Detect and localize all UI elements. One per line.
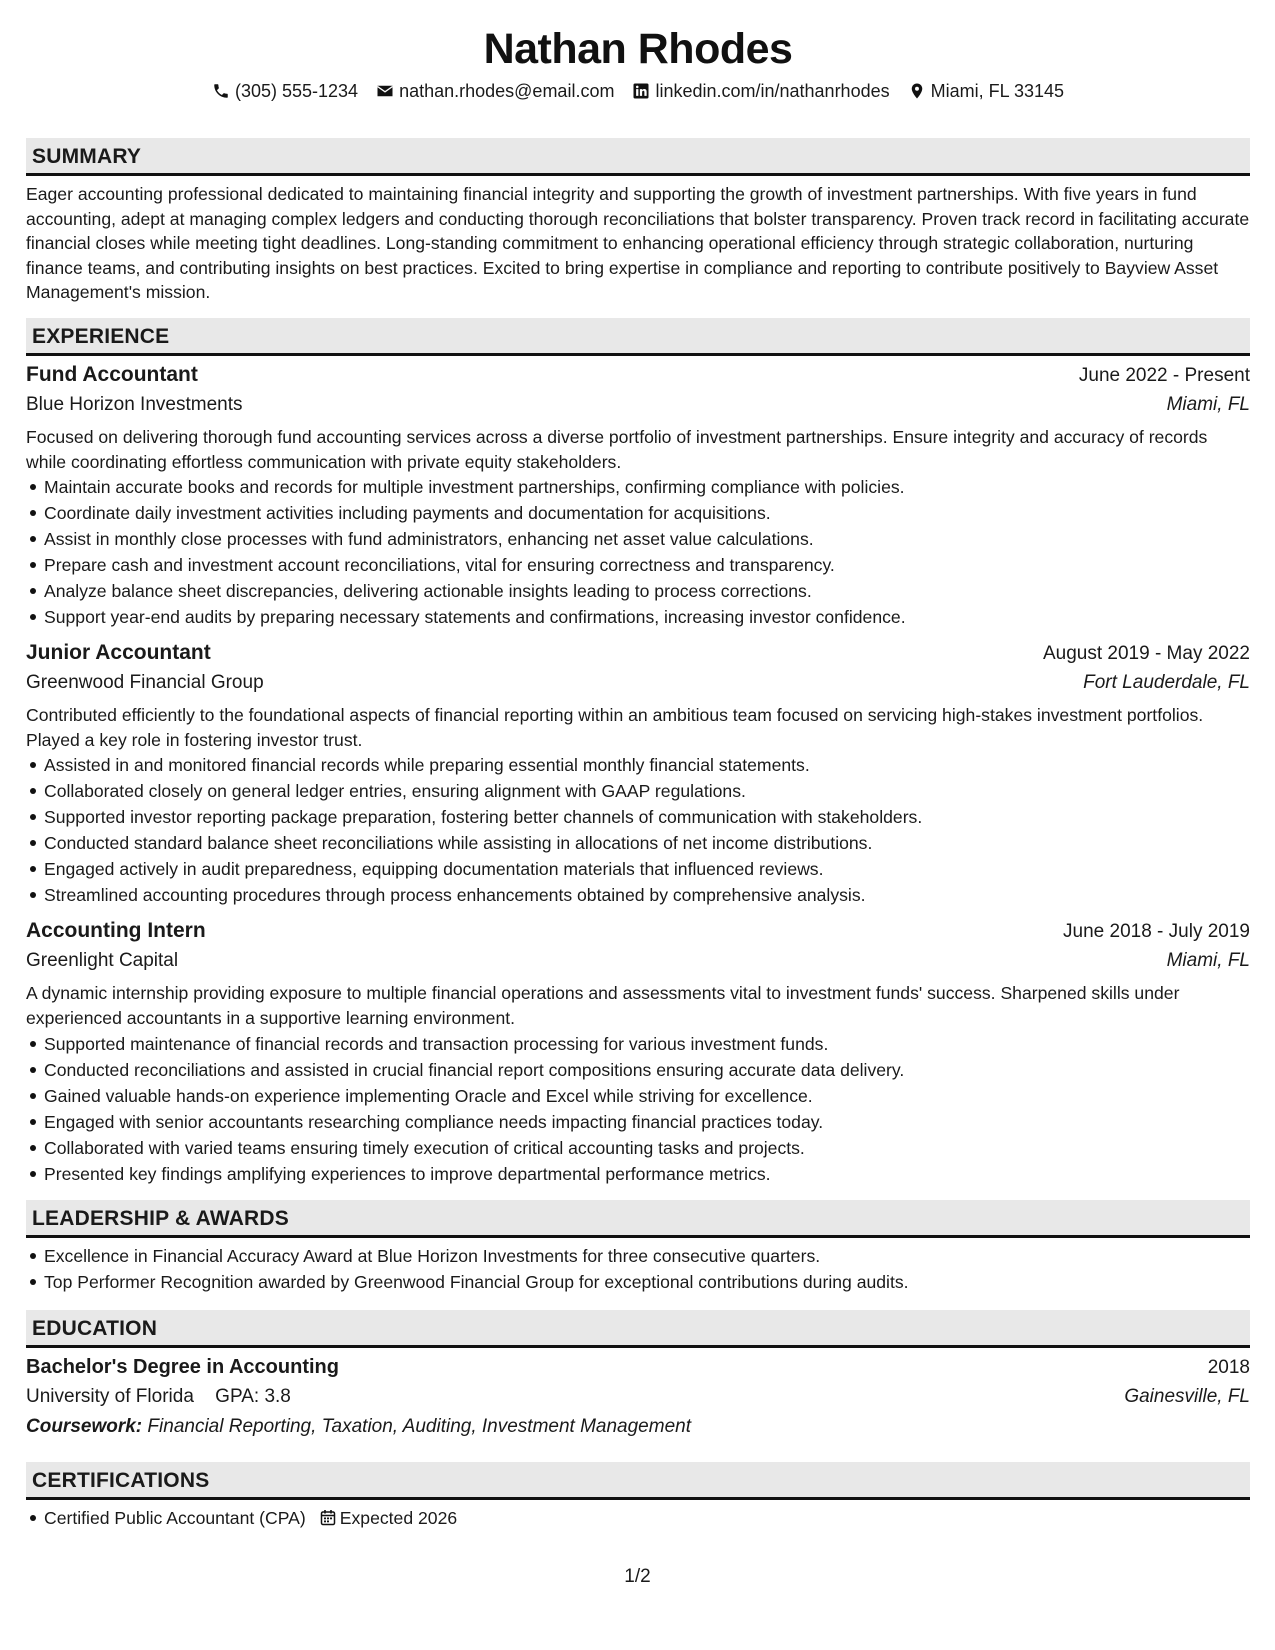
leadership-list	[26, 1243, 1250, 1295]
job-bullets	[26, 1031, 1250, 1187]
job-bullet: Supported maintenance of financial records and transaction processing for various investment funds.	[26, 1031, 1250, 1057]
contact-linkedin[interactable]	[632, 81, 889, 102]
coursework-label: Coursework:	[26, 1415, 143, 1437]
award-item: Top Performer Recognition awarded by Greenwood Financial Group for exceptional contributions during audits.	[26, 1269, 1250, 1295]
page-number: 1/2	[624, 1566, 651, 1587]
job-subheader	[26, 668, 1250, 698]
job-bullet: Engaged with senior accountants researching compliance needs impacting financial practices today.	[26, 1109, 1250, 1135]
job-title: Accounting Intern	[26, 919, 206, 943]
job-subheader	[26, 390, 1250, 420]
award-item: Excellence in Financial Accuracy Award at Blue Horizon Investments for three consecutive quarters.	[26, 1243, 1250, 1269]
coursework-text: Financial Reporting, Taxation, Auditing, Investment Management	[147, 1415, 691, 1437]
job-bullet: Assist in monthly close processes with fund administrators, enhancing net asset value calculations.	[26, 526, 1250, 552]
location-text: Miami, FL 33145	[930, 80, 1065, 101]
job-bullet: Support year-end audits by preparing necessary statements and confirmations, increasing investor confidence.	[26, 604, 1250, 630]
summary-text: Eager accounting professional dedicated to maintaining financial integrity and supporting the growth of investment partnerships. With five years in fund accounting, adept at managing complex ledgers and conducting thorough reconciliations that bolster transparency. Proven track record in facilitating accurate financial closes while meeting tight deadlines. Long-standing commitment to enhancing operational efficiency through strategic collaboration, nurturing finance teams, and contributing insights on best practices. Excited to bring expertise in compliance and reporting to contribute positively to Bayview Asset Management's mission.	[26, 184, 1250, 303]
certification-name: Certified Public Accountant (CPA)	[44, 1507, 306, 1528]
job-company: Greenlight Capital	[26, 950, 179, 972]
job-bullet: Prepare cash and investment account reconciliations, vital for ensuring correctness and transparency.	[26, 552, 1250, 578]
map-pin-icon	[908, 82, 926, 100]
job-company: Blue Horizon Investments	[26, 393, 243, 415]
job-bullet: Presented key findings amplifying experiences to improve departmental performance metrics.	[26, 1161, 1250, 1187]
contact-location	[908, 81, 1064, 102]
job-bullet: Analyze balance sheet discrepancies, delivering actionable insights leading to process corrections.	[26, 578, 1250, 604]
contact-bar	[26, 78, 1250, 104]
job-header	[26, 638, 1250, 668]
job-bullet: Collaborated with varied teams ensuring timely execution of critical accounting tasks and projects.	[26, 1135, 1250, 1161]
certification-list	[26, 1505, 1250, 1531]
job-bullet: Conducted standard balance sheet reconciliations while assisting in allocations of net income distributions.	[26, 830, 1250, 856]
job-location: Fort Lauderdale, FL	[1083, 672, 1250, 694]
job-bullets	[26, 752, 1250, 908]
education-section	[26, 1310, 1250, 1442]
job-header	[26, 916, 1250, 946]
job-description: Contributed efficiently to the foundational aspects of financial reporting within an ambitious team focused on servicing high-stakes investment portfolios. Played a key role in fostering investor trust.	[26, 705, 1204, 750]
contact-phone	[212, 81, 358, 102]
gpa-text: GPA: 3.8	[215, 1385, 291, 1407]
job-entry	[26, 360, 1250, 630]
section-heading-certifications: CERTIFICATIONS	[26, 1462, 1250, 1500]
phone-icon	[212, 82, 230, 100]
certification-item	[26, 1505, 1250, 1531]
job-location: Miami, FL	[1166, 950, 1250, 972]
summary-section	[26, 138, 1250, 305]
job-title: Fund Accountant	[26, 362, 198, 386]
job-header	[26, 360, 1250, 390]
education-subheader	[26, 1382, 1250, 1412]
job-location: Miami, FL	[1166, 393, 1250, 415]
job-dates: August 2019 - May 2022	[1042, 643, 1250, 665]
section-heading-leadership: LEADERSHIP & AWARDS	[26, 1200, 1250, 1238]
phone-text: (305) 555-1234	[234, 80, 359, 101]
section-heading-summary: SUMMARY	[26, 138, 1250, 176]
job-bullet: Conducted reconciliations and assisted in crucial financial report compositions ensuring accurate data delivery.	[26, 1057, 1250, 1083]
certifications-section	[26, 1462, 1250, 1531]
contact-email[interactable]	[376, 81, 614, 102]
school-name: University of Florida	[26, 1385, 194, 1407]
job-subheader	[26, 946, 1250, 976]
job-bullet: Coordinate daily investment activities including payments and documentation for acquisitions.	[26, 500, 1250, 526]
education-year: 2018	[1207, 1356, 1250, 1378]
resume-page	[26, 0, 1250, 1531]
education-header	[26, 1352, 1250, 1382]
certification-date	[320, 1505, 457, 1531]
degree-title: Bachelor's Degree in Accounting	[26, 1355, 339, 1378]
job-bullet: Streamlined accounting procedures through process enhancements obtained by comprehensive analysis.	[26, 882, 1250, 908]
job-dates: June 2018 - July 2019	[1063, 921, 1250, 943]
certification-date-text: Expected 2026	[339, 1507, 458, 1528]
job-title: Junior Accountant	[26, 641, 211, 665]
job-bullet: Supported investor reporting package preparation, fostering better channels of communication with stakeholders.	[26, 804, 1250, 830]
job-bullet: Assisted in and monitored financial records while preparing essential monthly financial statements.	[26, 752, 1250, 778]
envelope-icon	[376, 82, 394, 100]
job-entry	[26, 638, 1250, 908]
calendar-icon	[320, 1509, 336, 1526]
candidate-name: Nathan Rhodes	[483, 25, 793, 73]
job-bullet: Maintain accurate books and records for multiple investment partnerships, confirming compliance with policies.	[26, 474, 1250, 500]
job-bullet: Engaged actively in audit preparedness, equipping documentation materials that influenced reviews.	[26, 856, 1250, 882]
coursework-line	[26, 1412, 1250, 1442]
leadership-section	[26, 1200, 1250, 1295]
job-entry	[26, 916, 1250, 1186]
experience-section	[26, 318, 1250, 1187]
job-description: Focused on delivering thorough fund accounting services across a diverse portfolio of investment partnerships. Ensure integrity and accuracy of records while coordinating effortless communication with private equity stakeholders.	[26, 426, 1208, 472]
job-bullet: Collaborated closely on general ledger entries, ensuring alignment with GAAP regulations.	[26, 778, 1250, 804]
job-company: Greenwood Financial Group	[26, 672, 264, 694]
section-heading-education: EDUCATION	[26, 1310, 1250, 1348]
linkedin-text: linkedin.com/in/nathanrhodes	[655, 80, 890, 101]
job-bullets	[26, 474, 1250, 630]
section-heading-experience: EXPERIENCE	[26, 318, 1250, 356]
job-bullet: Gained valuable hands-on experience implementing Oracle and Excel while striving for excellence.	[26, 1083, 1250, 1109]
linkedin-icon	[632, 82, 650, 100]
education-location: Gainesville, FL	[1124, 1385, 1250, 1407]
job-description: A dynamic internship providing exposure to multiple financial operations and assessments vital to investment funds' success. Sharpened skills under experienced accountants in a supportive learning environment.	[26, 983, 1180, 1028]
email-text: nathan.rhodes@email.com	[399, 80, 615, 101]
job-dates: June 2022 - Present	[1078, 364, 1250, 386]
job-list	[26, 360, 1250, 1187]
